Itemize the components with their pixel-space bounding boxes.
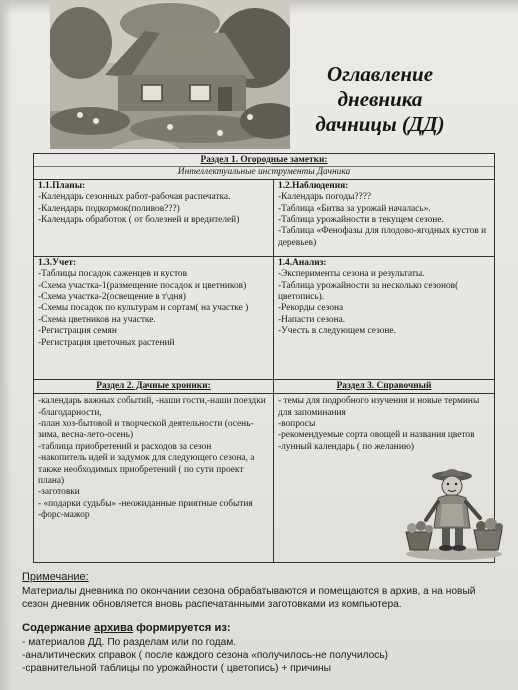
- plans-heading: 1.1.Планы:: [38, 180, 86, 191]
- list-item: -Календарь подкормок(поливов???): [38, 203, 180, 214]
- list-item: -Таблица «Битва за урожай началась».: [278, 203, 431, 214]
- table-row: [34, 257, 494, 380]
- archive-title-prefix: Содержание: [22, 622, 95, 634]
- table-row: [34, 380, 494, 562]
- document-title: [300, 62, 460, 137]
- list-item: -Таблица урожайности в текущем сезоне.: [278, 215, 444, 226]
- list-item: -Календарь обработок ( от болезней и вредителей): [38, 215, 240, 226]
- title-line-1: Оглавление: [326, 62, 434, 86]
- list-item: -Таблица урожайности за несколько сезонов( цветопись).: [278, 280, 459, 303]
- contents-table: [33, 153, 495, 563]
- section2-cell: [34, 380, 274, 562]
- list-item: -лунный календарь ( по желанию): [278, 441, 414, 452]
- section2-heading: Раздел 2. Дачные хроники:: [34, 380, 273, 394]
- list-item: -Рекорды сезона: [278, 303, 344, 314]
- list-item: -вопросы: [278, 419, 316, 430]
- section1-subtitle: Интеллектуальные инструменты Дачника: [34, 166, 494, 178]
- analysis-cell: [274, 257, 494, 379]
- list-item: -накопитель идей и задумок для следующего сезона, а также необходимых приобретений ( по сути проект плана): [38, 453, 255, 487]
- note-text: Материалы дневника по окончании сезона обрабатываются и помещаются в архив, а на новый сезон дневник обновляется вновь распечатанными заготовками из компьютера.: [22, 586, 476, 610]
- analysis-heading: 1.4.Анализ:: [278, 257, 327, 268]
- list-item: -Календарь сезонных работ-рабочая распечатка.: [38, 192, 231, 203]
- table-row: [34, 180, 494, 257]
- list-item: -благодарности,: [38, 407, 102, 418]
- title-line-2: дневника: [337, 87, 423, 111]
- section3-cell: [274, 380, 494, 562]
- title-line-3: дачницы (ДД): [315, 112, 445, 136]
- archive-title-word: архива: [94, 622, 133, 634]
- accounting-cell: [34, 257, 274, 379]
- archive-list: [22, 636, 502, 675]
- page-shadow-left: [0, 0, 12, 690]
- plans-cell: [34, 180, 274, 256]
- list-item: -Регистрация семян: [38, 326, 117, 337]
- list-item: -форс-мажор: [38, 510, 90, 521]
- list-item: - «подарки судьбы» -неожиданные приятные события: [38, 498, 253, 509]
- list-item: - материалов ДД. По разделам или по годам.: [22, 637, 237, 648]
- list-item: -Регистрация цветочных растений: [38, 337, 175, 348]
- list-item: -Схема участка-2(освещение в т\дня): [38, 292, 186, 303]
- list-item: - темы для подробного изучения и новые термины для запоминания: [278, 396, 480, 418]
- section3-heading: Раздел 3. Справочный: [274, 380, 494, 394]
- list-item: -Таблица «Фенофазы для плодово-ягодных кустов и деревьев): [278, 226, 487, 248]
- list-item: -аналитических справок ( после каждого сезона «получилось-не получилось): [22, 650, 389, 661]
- archive-title-suffix: формируется из:: [133, 622, 231, 634]
- gardener-illustration: [402, 462, 507, 560]
- list-item: -Эксперименты сезона и результаты.: [278, 269, 425, 280]
- list-item: -Учесть в следующем сезоне.: [278, 326, 396, 337]
- list-item: -Таблицы посадок саженцев и кустов: [38, 269, 188, 280]
- observations-cell: [274, 180, 494, 256]
- list-item: -заготовки: [38, 487, 80, 498]
- archive-title: [22, 622, 231, 634]
- list-item: -Схема цветников на участке.: [38, 314, 156, 325]
- list-item: -календарь важных событий, -наши гости,-наши поездки: [38, 396, 266, 407]
- list-item: -таблица приобретений и расходов за сезон: [38, 441, 212, 452]
- list-item: -Схемы посадок по культурам и сортам( на участке ): [38, 303, 249, 314]
- list-item: -Схема участка-1(размещение посадок и цветников): [38, 280, 247, 291]
- accounting-heading: 1.3.Учет:: [38, 257, 77, 268]
- observations-heading: 1.2.Наблюдения:: [278, 180, 349, 191]
- section1-title: Раздел 1. Огородные заметки:: [200, 155, 328, 165]
- section1-header: [34, 154, 494, 180]
- list-item: -сравнительной таблицы по урожайности ( цветопись) + причины: [22, 663, 331, 674]
- cottage-painting: [50, 3, 290, 149]
- note-title: Примечание:: [22, 571, 89, 583]
- list-item: -план хоз-бытовой и творческой деятельности (осень-зима, весна-лето-осень): [38, 419, 254, 441]
- list-item: -Календарь погоды????: [278, 192, 372, 203]
- list-item: -рекомендуемые сорта овощей и названия цветов: [278, 430, 475, 441]
- list-item: -Напасти сезона.: [278, 314, 346, 325]
